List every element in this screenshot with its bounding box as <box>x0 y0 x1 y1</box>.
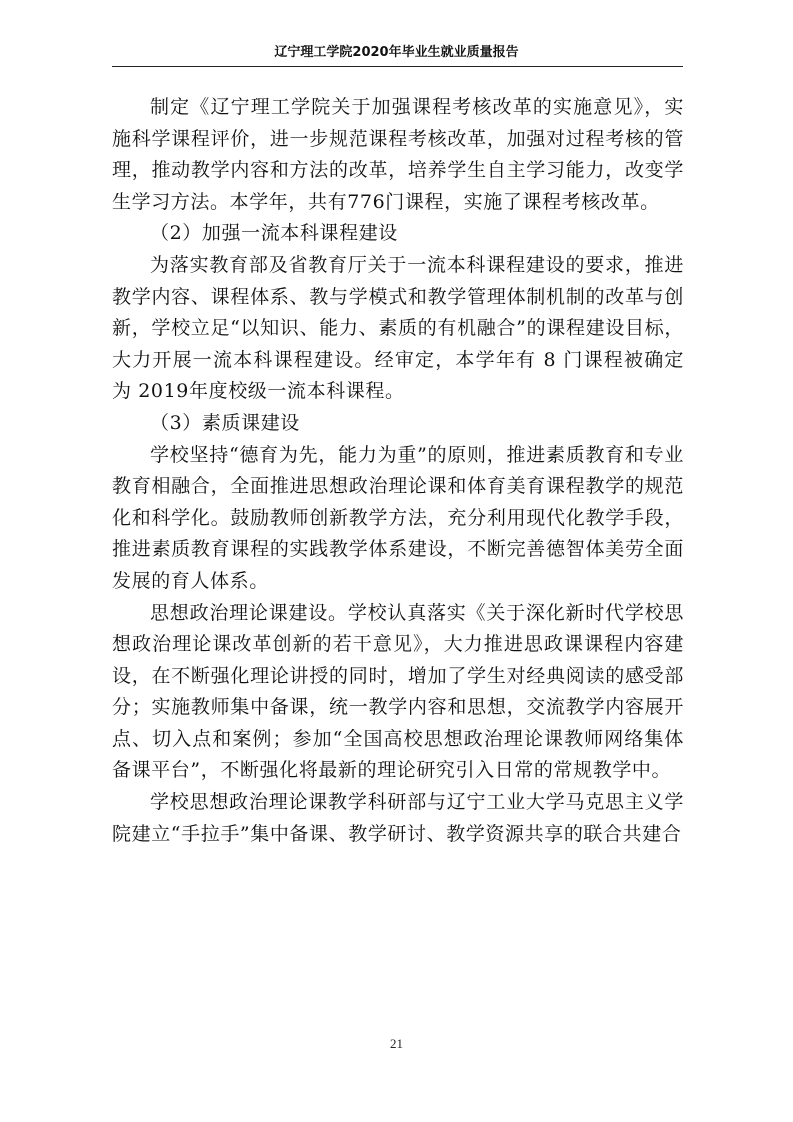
page-number: 21 <box>390 1036 403 1051</box>
header-divider <box>112 66 683 67</box>
section-heading-quality-courses: （3）素质课建设 <box>150 411 300 434</box>
paragraph-course-assessment-reform: 制定《辽宁理工学院关于加强课程考核改革的实施意见》，实施科学课程评价，进一步规范课程考核改革，加强对过程考核的管理，推动教学内容和方法的改革，培养学生自主学习能力，改变学生学习方法。本学年，共有776门课程，实施了课程考核改革。 <box>112 96 684 213</box>
paragraph-first-class-courses: 为落实教育部及省教育厅关于一流本科课程建设的要求，推进教学内容、课程体系、教与学模式和教学管理体制机制的改革与创新，学校立足“以知识、能力、素质的有机融合”的课程建设目标，大力开展一流本科课程建设。经审定，本学年有 8 门课程被确定为 2019年度校级一流本科课程。 <box>112 253 684 403</box>
paragraph-ideological-political-courses: 思想政治理论课建设。学校认真落实《关于深化新时代学校思想政治理论课改革创新的若干意见》，大力推进思政课课程内容建设，在不断强化理论讲授的同时，增加了学生对经典阅读的感受部分；实施教师集中备课，统一教学内容和思想，交流教学内容展开点、切入点和案例；参加“全国高校思想政治理论课教师网络集体备课平台”，不断强化将最新的理论研究引入日常的常规教学中。 <box>112 601 684 782</box>
paragraph-quality-education: 学校坚持“德育为先，能力为重”的原则，推进素质教育和专业教育相融合，全面推进思想政治理论课和体育美育课程教学的规范化和科学化。鼓励教师创新教学方法，充分利用现代化教学手段，推进素质教育课程的实践教学体系建设，不断完善德智体美劳全面发展的育人体系。 <box>112 443 684 592</box>
page-header-title: 辽宁理工学院2020年毕业生就业质量报告 <box>274 45 519 60</box>
document-body <box>112 92 684 850</box>
section-heading-first-class-courses: （2）加强一流本科课程建设 <box>150 222 398 245</box>
paragraph-joint-collaboration: 学校思想政治理论课教学科研部与辽宁工业大学马克思主义学院建立“手拉手”集中备课、教学研讨、教学资源共享的联合共建合 <box>112 791 684 845</box>
